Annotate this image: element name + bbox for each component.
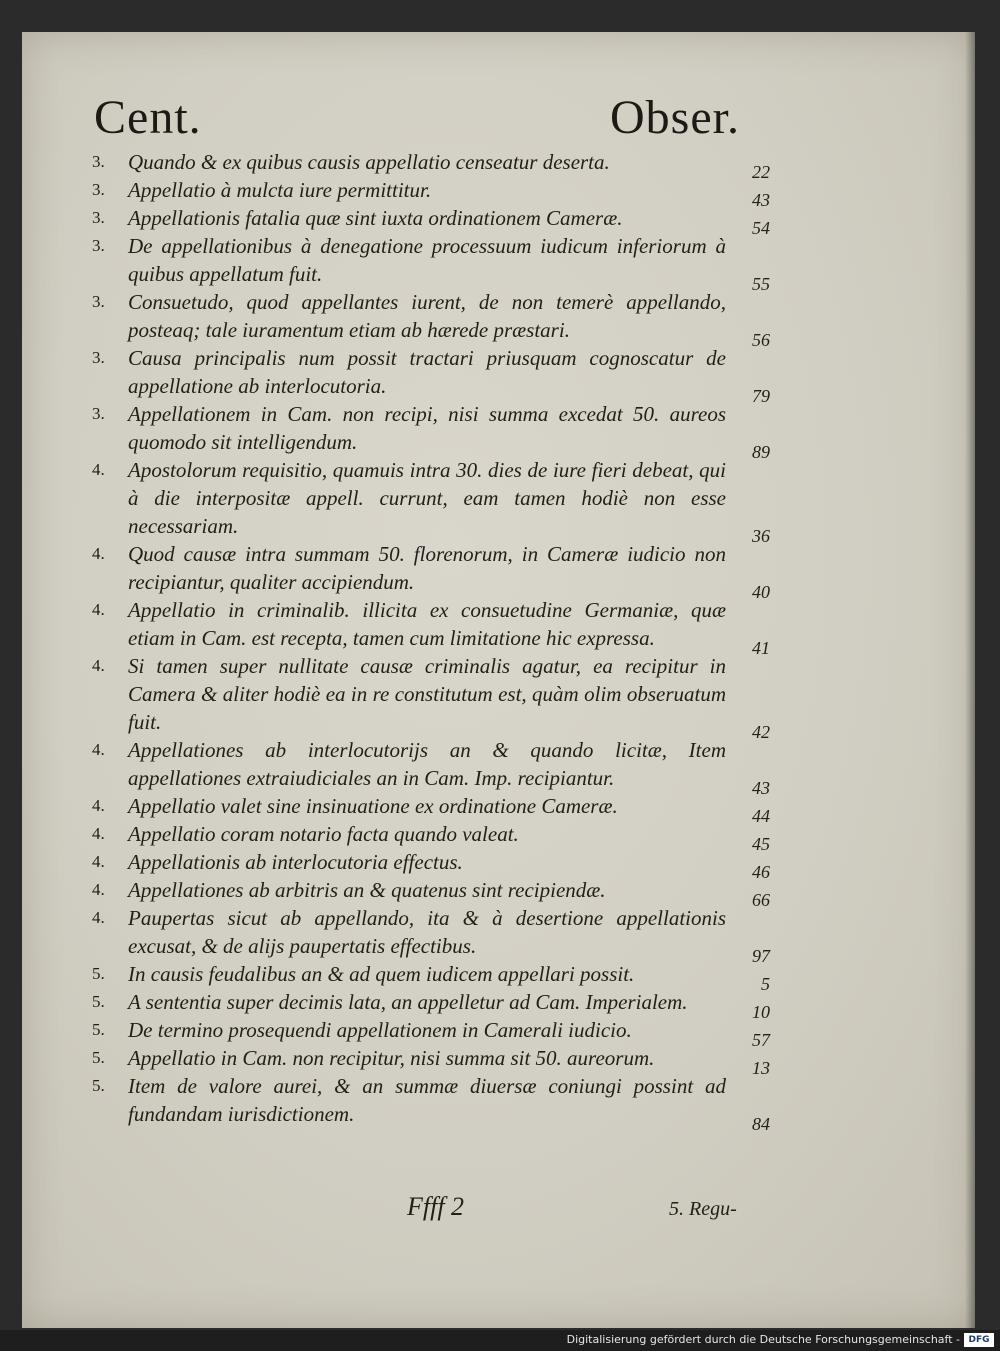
observatio-number: 42 [752,722,770,742]
index-entry [92,988,772,1022]
observatio-number: 43 [752,190,770,210]
index-entry [92,204,772,238]
header-observatio: Obser. [610,91,740,144]
centuria-number: 5. [92,1076,105,1095]
index-entry [92,232,772,294]
centuria-number: 4. [92,852,105,871]
entry-text: Appellationem in Cam. non recipi, nisi summa excedat 50. aureos quomodo sit intelligendum. [128,402,726,454]
centuria-number: 3. [92,152,105,171]
centuria-number: 3. [92,236,105,255]
observatio-number: 44 [752,806,770,826]
index-entry [92,960,772,994]
digitization-banner [0,1330,1000,1351]
signature-mark: Ffff 2 [407,1192,465,1221]
observatio-number: 97 [752,946,770,966]
index-entry [92,1072,772,1134]
index-entry [92,456,772,546]
index-entry [92,148,772,182]
index-entry [92,652,772,742]
entry-text: In causis feudalibus an & ad quem iudicem appellari possit. [128,962,635,986]
observatio-number: 57 [752,1030,770,1050]
entry-text: Appellatio coram notario facta quando valeat. [128,822,519,846]
observatio-number: 56 [752,330,770,350]
index-entry [92,848,772,882]
centuria-number: 5. [92,992,105,1011]
entry-text: De appellationibus à denegatione processuum iudicum inferiorum à quibus appellatum fuit. [128,234,726,286]
index-entry [92,792,772,826]
index-entry [92,176,772,210]
centuria-number: 4. [92,544,105,563]
entry-text: Appellatio valet sine insinuatione ex ordinatione Cameræ. [128,794,618,818]
observatio-number: 84 [752,1114,770,1134]
dfg-logo: DFG [964,1333,994,1347]
entry-text: Appellatio in Cam. non recipitur, nisi summa sit 50. aureorum. [128,1046,655,1070]
entry-text: Appellationes ab arbitris an & quatenus sint recipiendæ. [128,878,606,902]
index-entry [92,904,772,966]
index-entry [92,820,772,854]
entry-text: Apostolorum requisitio, quamuis intra 30. dies de iure fieri debeat, qui à die interpositæ appell. currunt, eam tamen hodiè non esse necessariam. [128,458,726,538]
observatio-number: 43 [752,778,770,798]
entry-text: Quando & ex quibus causis appellatio censeatur deserta. [128,150,610,174]
centuria-number: 3. [92,180,105,199]
book-page [22,32,975,1328]
observatio-number: 46 [752,862,770,882]
index-entry [92,344,772,406]
entry-text: Appellatio in criminalib. illicita ex consuetudine Germaniæ, quæ etiam in Cam. est recepta, tamen cum limitatione hic expressa. [128,598,726,650]
index-entry [92,736,772,798]
observatio-number: 22 [752,162,770,182]
banner-text: Digitalisierung gefördert durch die Deutsche Forschungsgemeinschaft - [566,1333,960,1346]
centuria-number: 3. [92,348,105,367]
observatio-number: 13 [752,1058,770,1078]
centuria-number: 3. [92,404,105,423]
observatio-number: 55 [752,274,770,294]
centuria-number: 4. [92,460,105,479]
centuria-number: 3. [92,292,105,311]
centuria-number: 4. [92,656,105,675]
index-entries [92,148,772,1134]
centuria-number: 5. [92,964,105,983]
entry-text: Quod causæ intra summam 50. florenorum, in Cameræ iudicio non recipiantur, qualiter accipiendum. [128,542,726,594]
centuria-number: 3. [92,208,105,227]
centuria-number: 4. [92,908,105,927]
observatio-number: 41 [752,638,770,658]
observatio-number: 66 [752,890,770,910]
centuria-number: 4. [92,600,105,619]
centuria-number: 4. [92,824,105,843]
entry-text: A sententia super decimis lata, an appelletur ad Cam. Imperialem. [128,990,688,1014]
catchword: 5. Regu- [669,1198,737,1220]
index-entry [92,540,772,602]
centuria-number: 5. [92,1048,105,1067]
centuria-number: 4. [92,880,105,899]
index-entry [92,876,772,910]
entry-text: Appellationis fatalia quæ sint iuxta ordinationem Cameræ. [128,206,623,230]
entry-text: Causa principalis num possit tractari priusquam cognoscatur de appellatione ab interlocutoria. [128,346,726,398]
centuria-number: 5. [92,1020,105,1039]
entry-text: Appellatio à mulcta iure permittitur. [128,178,432,202]
centuria-number: 4. [92,796,105,815]
observatio-number: 5 [761,974,770,994]
entry-text: Consuetudo, quod appellantes iurent, de non temerè appellando, posteaq; tale iuramentum etiam ab hærede præstari. [128,290,726,342]
observatio-number: 36 [752,526,770,546]
index-entry [92,400,772,462]
observatio-number: 10 [752,1002,770,1022]
entry-text: De termino prosequendi appellationem in Camerali iudicio. [128,1018,632,1042]
observatio-number: 45 [752,834,770,854]
observatio-number: 54 [752,218,770,238]
entry-text: Appellationis ab interlocutoria effectus. [128,850,463,874]
observatio-number: 89 [752,442,770,462]
index-entry [92,1016,772,1050]
entry-text: Appellationes ab interlocutorijs an & quando licitæ, Item appellationes extraiudiciales an in Cam. Imp. recipiantur. [128,738,726,790]
index-entry [92,288,772,350]
entry-text: Si tamen super nullitate causæ criminalis agatur, ea recipitur in Camera & aliter hodiè ea in re constitutum est, quàm olim obseruatum fuit. [128,654,726,734]
observatio-number: 79 [752,386,770,406]
index-entry [92,1044,772,1078]
index-entry [92,596,772,658]
observatio-number: 40 [752,582,770,602]
centuria-number: 4. [92,740,105,759]
header-centuria: Cent. [94,91,202,144]
entry-text: Paupertas sicut ab appellando, ita & à desertione appellationis excusat, & de alijs paupertatis effectibus. [128,906,726,958]
entry-text: Item de valore aurei, & an summæ diuersæ coniungi possint ad fundandam iurisdictionem. [128,1074,726,1126]
